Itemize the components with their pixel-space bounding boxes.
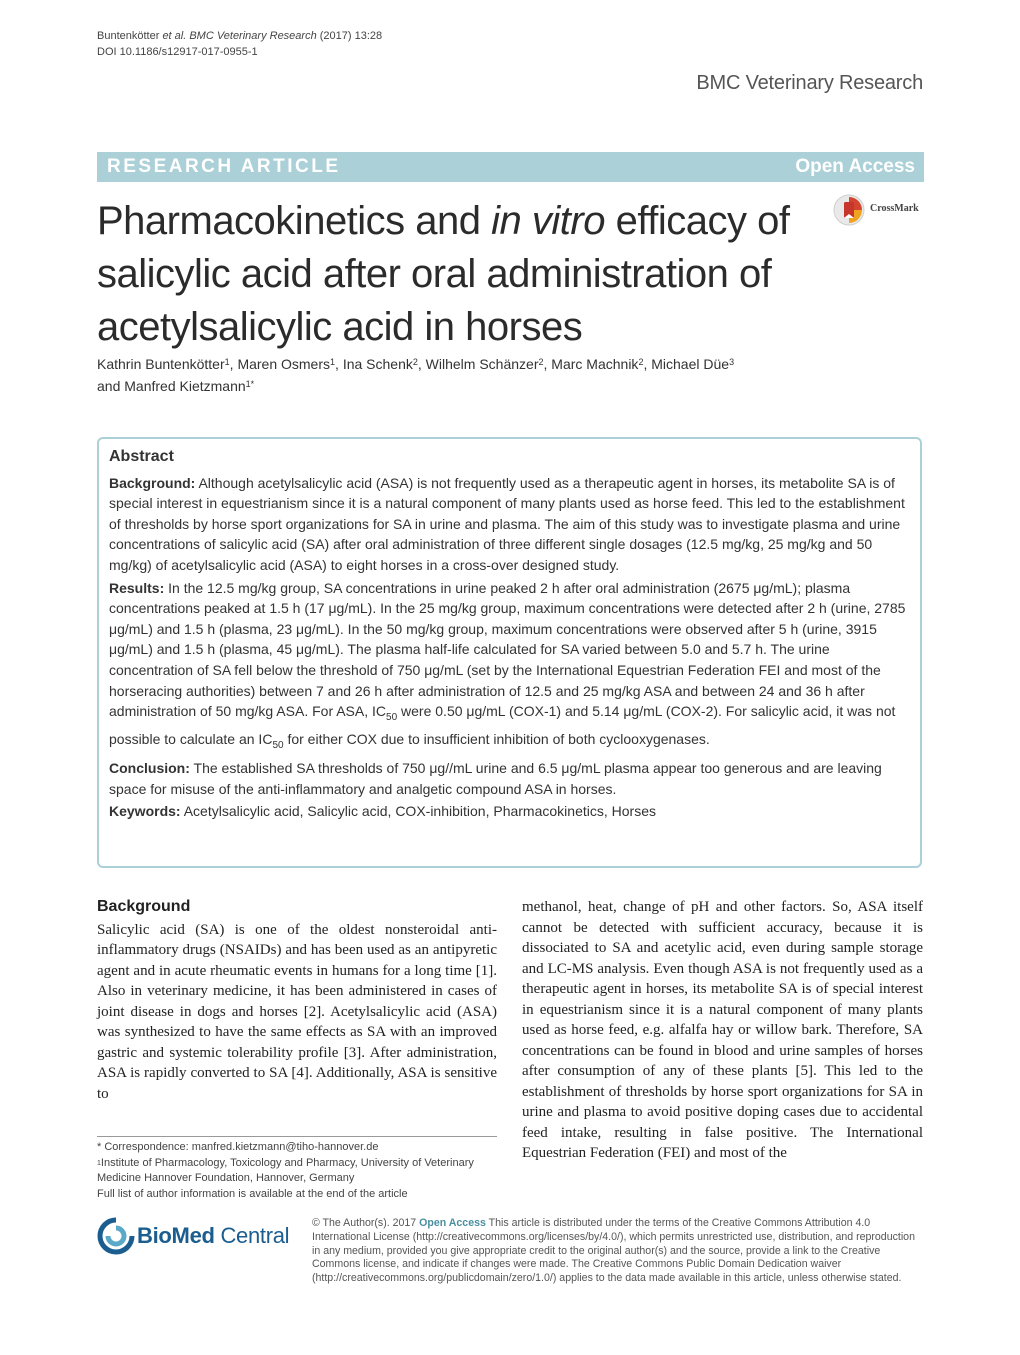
title-part-1: Pharmacokinetics and (97, 199, 492, 243)
biomed-central-logo (97, 1217, 297, 1257)
footnotes (97, 1140, 497, 1202)
running-head (97, 28, 382, 60)
title-part-2: efficacy of salicylic acid after oral administration of acetylsalicylic acid in horses (97, 199, 790, 349)
journal-brand: BMC Veterinary Research (696, 72, 923, 94)
author: Michael Düe$^3$ (651, 356, 735, 372)
author: Kathrin Buntenkötter$^1$ (97, 356, 230, 372)
abstract-keywords: Keywords: Acetylsalicylic acid, Salicylic acid, COX-inhibition, Pharmacokinetics, Horses (109, 803, 656, 820)
running-head-author: Buntenkötter (97, 30, 163, 42)
authors-and: and (97, 378, 125, 394)
publisher-name-bold: BioMed (137, 1223, 215, 1248)
biomed-central-icon (97, 1217, 135, 1255)
running-head-journal: et al. BMC Veterinary Research (162, 30, 317, 42)
correspondence[interactable]: * Correspondence: manfred.kietzmann@tiho-hannover.de (97, 1141, 379, 1153)
abstract-box (97, 437, 922, 868)
footnote-divider (97, 1136, 497, 1137)
abstract-conclusion: Conclusion: The established SA thresholds of 750 μg//mL urine and 6.5 μg/mL plasma appear too generous and are leaving space for misuse of the anti-inflammatory and analgetic compound ASA in horses. (109, 759, 882, 797)
license-statement: © The Author(s). 2017 Open Access This article is distributed under the terms of the Creative Commons Attribution 4.0 International License (http://creativecommons.org/licenses/by/4.0/), which permits unrestricted use, distribution, and reproduction in any medium, provided you give appropriate credit to the original author(s) and the source, provide a link to the Creative Commons license, and indicate if changes were made. The Creative Commons Public Domain Dedication waiver (http://creativecommons.org/publicdomain/zero/1.0/) applies to the data made available in this article, unless otherwise stated. (312, 1217, 915, 1285)
crossmark-label: CrossMark (870, 203, 919, 214)
author: Wilhelm Schänzer$^2$ (425, 356, 544, 372)
author: Ina Schenk$^2$ (342, 356, 418, 372)
abstract-results: Results: In the 12.5 mg/kg group, SA concentrations in urine peaked 2 h after oral administration (2675 μg/mL); plasma concentrations peaked at 1.5 h (17 μg/mL). In the 25 mg/kg group, maximum concentrations were detected after 2 h (urine, 2785 μg/mL) and 1.5 h (plasma, 23 μg/mL). In the 50 mg/kg group, maximum concentrations were observed after 5 h (urine, 3915 μg/mL) and 1.5 h (plasma, 45 μg/mL). The plasma half-life calculated for SA varied between 5.0 and 5.7 h. The urine concentration of SA fell below the threshold of 750 μg/mL (set by the International Equestrian Federation FEI and most of the horseracing authorities) between 7 and 26 h after administration of 12.5 and 25 mg/kg ASA and between 24 and 36 h after administration of 50 mg/kg ASA. For ASA, $IC_{50}$ were 0.50 μg/mL (COX-1) and 5.14 μg/mL (COX-2). For salicylic acid, it was not possible to calculate an $IC_{50}$ for either COX due to insufficient inhibition of both cyclooxygenases. (109, 579, 906, 751)
open-access-label: Open Access (795, 156, 915, 177)
body-column-left (97, 897, 497, 1104)
body-paragraph: Salicylic acid (SA) is one of the oldest nonsteroidal anti-inflammatory drugs (NSAIDs) and has been used as an antipyretic agent and in acute rheumatic events in humans for a long time [1]. Also in veterinary medicine, it has been administered in cases of joint disease in dogs and horses [2]. Acetylsalicylic acid (ASA) was synthesized to have the same effects as SA with an improved gastric and systemic tolerability profile [3]. After administration, ASA is rapidly converted to SA [4]. Additionally, ASA is sensitive to (97, 921, 497, 1102)
publisher-name: Central (214, 1223, 290, 1248)
running-head-year: (2017) 13:28 (316, 30, 383, 42)
abstract-background: Background: Although acetylsalicylic acid (ASA) is not frequently used as a therapeutic agent in horses, its metabolite SA is of special interest in equestrianism since it is a natural component of many plants used as horse feed. This led to the establishment of thresholds by horse sport organizations for SA in urine and plasma. The aim of this study was to investigate plasma and urine concentrations of salicylic acid (SA) after oral administration of three different single dosages (12.5 mg/kg, 25 mg/kg and 50 mg/kg) of acetylsalicylic acid (ASA) to eight horses in a cross-over designed study. (109, 474, 905, 573)
abstract-heading: Abstract (109, 448, 174, 465)
article-title (97, 195, 797, 354)
author-info-note: Full list of author information is available at the end of the article (97, 1187, 408, 1200)
author-list: Kathrin Buntenkötter$^1$, Maren Osmers$^1$, Ina Schenk$^2$, Wilhelm Schänzer$^2$, Marc Machnik$^2$, Michael Düe$^3$ and Manfred Kietzmann$^{1*}$ (97, 356, 735, 394)
doi: DOI 10.1186/s12917-017-0955-1 (97, 46, 258, 58)
body-column-right (522, 897, 923, 1164)
crossmark-badge[interactable] (832, 193, 927, 227)
affiliation: $^1$Institute of Pharmacology, Toxicology and Pharmacy, University of Veterinary Medicine Hannover Foundation, Hannover, Germany (97, 1156, 474, 1184)
author: Marc Machnik$^2$ (551, 356, 644, 372)
article-type-banner (97, 152, 924, 182)
article-type: RESEARCH ARTICLE (107, 156, 341, 177)
section-heading-background: Background (97, 898, 191, 915)
author: Manfred Kietzmann$^{1*}$ (124, 378, 255, 394)
license-open-access: Open Access (419, 1217, 486, 1229)
author: Maren Osmers$^1$ (237, 356, 336, 372)
body-paragraph: methanol, heat, change of pH and other factors. So, ASA itself cannot be detected with sufficient accuracy, because it is dissociated to SA and acetylic acid, even during sample storage and LC-MS analysis. Even though ASA is not frequently used as a therapeutic agent in horses, its metabolite SA is of special interest in equestrianism since it is a natural component of many plants used as horse feed, e.g. alfalfa hay or willow bark. Therefore, SA concentrations can be found in blood and urine samples of horses after consumption of any of these plants [5]. This led to the establishment of thresholds by horse sport organizations for SA in urine and plasma to avoid positive doping cases due to accidental feed intake, resulting in false positive. The International Equestrian Federation (FEI) and most of the (522, 899, 923, 1161)
title-italic: in vitro (491, 199, 605, 243)
crossmark-icon (832, 193, 866, 227)
